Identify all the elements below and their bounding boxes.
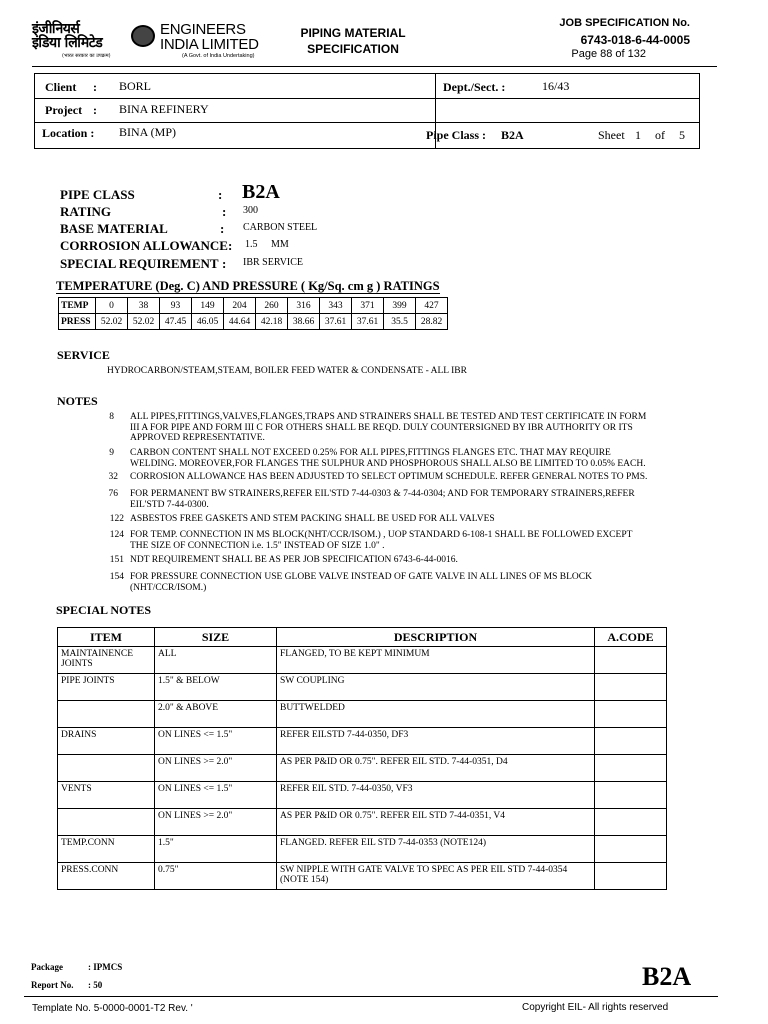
cell-description: AS PER P&ID OR 0.75". REFER EIL STD 7-44-0351, V4 <box>277 809 595 836</box>
note-text <box>130 572 690 593</box>
cell-size: ON LINES <= 1.5" <box>155 728 277 755</box>
table-row <box>58 782 667 809</box>
cell-description: AS PER P&ID OR 0.75". REFER EIL STD. 7-44-0351, D4 <box>277 755 595 782</box>
cell-acode <box>595 701 667 728</box>
note-number: 32 <box>108 472 118 482</box>
sheet-label: Sheet <box>598 128 625 142</box>
pressure-cell: 52.02 <box>128 314 160 330</box>
table-header-row <box>58 628 667 647</box>
project-label: Project <box>45 103 83 117</box>
temp-cell: 260 <box>256 298 288 314</box>
job-spec-number: 6743-018-6-44-0005 <box>580 33 690 47</box>
cell-description: FLANGED. REFER EIL STD 7-44-0353 (NOTE124) <box>277 836 595 863</box>
cell-acode <box>595 809 667 836</box>
corrosion-unit: MM <box>271 239 289 250</box>
corrosion-colon: : <box>228 238 233 253</box>
cell-size: ON LINES >= 2.0" <box>155 809 277 836</box>
rating-colon: : <box>222 204 227 219</box>
cell-description: REFER EIL STD. 7-44-0350, VF3 <box>277 782 595 809</box>
logo-subtitle-hindi: (भारत सरकार का उपक्रम) <box>62 53 111 59</box>
dept-value: 16/43 <box>542 79 570 93</box>
note-line: FOR TEMP. CONNECTION IN MS BLOCK(NHT/CCR/ISOM.) , UOP STANDARD 6-108-1 SHALL BE FOLLOWED EXCEPT <box>130 530 633 540</box>
note-line: FOR PRESSURE CONNECTION USE GLOBE VALVE INSTEAD OF GATE VALVE IN ALL LINES OF MS BLOCK <box>130 572 592 582</box>
cell-item <box>58 701 155 728</box>
col-header-acode: A.CODE <box>595 628 667 647</box>
temp-cell: 371 <box>352 298 384 314</box>
temp-cell: 427 <box>416 298 448 314</box>
table-row <box>58 755 667 782</box>
template-number: Template No. 5-0000-0001-T2 Rev. ' <box>32 1003 193 1014</box>
copyright: Copyright EIL- All rights reserved <box>522 1002 669 1013</box>
cell-item: DRAINS <box>58 728 155 755</box>
cell-description: SW NIPPLE WITH GATE VALVE TO SPEC AS PER EIL STD 7-44-0354 (NOTE 154) <box>277 863 595 890</box>
cell-acode <box>595 728 667 755</box>
note-line: ALL PIPES,FITTINGS,VALVES,FLANGES,TRAPS AND STRAINERS SHALL BE TESTED AND TEST CERTIFICATE IN FORM <box>130 412 647 422</box>
footer-divider <box>24 996 718 997</box>
client-label: Client <box>45 80 77 94</box>
sheet-total: 5 <box>679 128 685 142</box>
table-row <box>58 836 667 863</box>
cell-size: 0.75" <box>155 863 277 890</box>
location-value: BINA (MP) <box>119 125 177 139</box>
eil-logo-icon <box>131 25 155 47</box>
special-notes-heading: SPECIAL NOTES <box>56 603 152 617</box>
cell-item: TEMP.CONN <box>58 836 155 863</box>
cell-acode <box>595 674 667 701</box>
special-notes-table <box>57 627 667 890</box>
special-req-label: SPECIAL REQUIREMENT <box>60 256 219 271</box>
note-line: THE SIZE OF CONNECTION i.e. 1.5" INSTEAD OF SIZE 1.0" . <box>130 540 385 551</box>
rating-label: RATING <box>60 204 112 219</box>
table-row <box>58 701 667 728</box>
logo-hindi-line2: इंडिया लिमिटेड <box>32 35 103 51</box>
note-number: 76 <box>108 489 118 499</box>
document-title <box>283 25 423 57</box>
cell-item: VENTS <box>58 782 155 809</box>
note-text <box>130 412 690 444</box>
note-text <box>130 489 690 510</box>
note-number: 8 <box>109 412 114 422</box>
logo-english-text <box>160 22 259 52</box>
note-text: ASBESTOS FREE GASKETS AND STEM PACKING SHALL BE USED FOR ALL VALVES <box>130 514 495 524</box>
table-row <box>58 863 667 890</box>
note-number: 9 <box>109 448 114 458</box>
note-line: III A FOR PIPE AND FORM III C FOR OTHERS SHALL BE REQD. DULY COUNTERSIGNED BY IBR AUTHORITY OR ITS <box>130 422 633 433</box>
cell-size: ON LINES >= 2.0" <box>155 755 277 782</box>
cell-item <box>58 755 155 782</box>
cell-size: 2.0" & ABOVE <box>155 701 277 728</box>
temp-pressure-table <box>58 297 448 330</box>
service-text: HYDROCARBON/STEAM,STEAM, BOILER FEED WATER & CONDENSATE - ALL IBR <box>107 366 467 376</box>
rating-value: 300 <box>243 205 258 216</box>
temp-cell: 93 <box>160 298 192 314</box>
note-line: WELDING. MOREOVER,FOR FLANGES THE SULPHUR AND PHOSPHOROUS SHALL ALSO BE LIMITED TO 0.05% EACH. <box>130 458 646 469</box>
pressure-cell: 37.61 <box>352 314 384 330</box>
cell-acode <box>595 647 667 674</box>
pressure-cell: 47.45 <box>160 314 192 330</box>
report-label: Report No. <box>31 980 74 990</box>
job-spec-label: JOB SPECIFICATION No. <box>559 17 690 29</box>
note-number: 124 <box>109 530 124 540</box>
note-text: NDT REQUIREMENT SHALL BE AS PER JOB SPECIFICATION 6743-6-44-0016. <box>130 555 458 565</box>
page-info: Page 88 of 132 <box>571 48 646 60</box>
package-label: Package <box>31 962 63 972</box>
corrosion-value: 1.5 <box>245 239 258 250</box>
temp-cell: 0 <box>96 298 128 314</box>
pressure-cell: 37.61 <box>320 314 352 330</box>
col-header-size: SIZE <box>155 628 277 647</box>
cell-size: 1.5" <box>155 836 277 863</box>
service-heading: SERVICE <box>57 348 110 362</box>
pressure-cell: 28.82 <box>416 314 448 330</box>
header-divider <box>32 66 717 67</box>
pressure-cell: 52.02 <box>96 314 128 330</box>
cell-acode <box>595 782 667 809</box>
cell-size: ALL <box>155 647 277 674</box>
cell-item: MAINTAINENCE JOINTS <box>58 647 155 674</box>
project-colon: : <box>93 103 97 117</box>
dept-label: Dept./Sect. : <box>443 80 506 94</box>
pressure-cell: 42.18 <box>256 314 288 330</box>
cell-item <box>58 809 155 836</box>
project-value: BINA REFINERY <box>119 102 209 116</box>
temp-cell: 204 <box>224 298 256 314</box>
note-number: 154 <box>109 572 124 582</box>
note-text: CORROSION ALLOWANCE HAS BEEN ADJUSTED TO SELECT OPTIMUM SCHEDULE. REFER GENERAL NOTES TO PMS. <box>130 472 648 482</box>
pressure-cell: 44.64 <box>224 314 256 330</box>
title-line1: PIPING MATERIAL <box>300 26 406 40</box>
special-req-value: IBR SERVICE <box>243 257 304 268</box>
pipe-class-colon: : <box>218 187 223 202</box>
note-line: FOR PERMANENT BW STRAINERS,REFER EIL'STD 7-44-0303 & 7-44-0304; AND FOR TEMPORARY STRAINERS,REFER <box>130 489 635 499</box>
cell-description: BUTTWELDED <box>277 701 595 728</box>
temp-cell: 149 <box>192 298 224 314</box>
pipe-class-value: B2A <box>501 128 524 142</box>
sheet-number: 1 <box>635 128 641 142</box>
col-header-description: DESCRIPTION <box>277 628 595 647</box>
pipe-class-big-value: B2A <box>242 181 280 203</box>
temp-cell: 316 <box>288 298 320 314</box>
table-row <box>58 647 667 674</box>
client-colon: : <box>93 80 97 94</box>
report-value: : 50 <box>88 980 103 990</box>
client-value: BORL <box>119 79 152 93</box>
pressure-row-label: PRESS <box>59 314 96 330</box>
col-header-item: ITEM <box>58 628 155 647</box>
pressure-cell: 35.5 <box>384 314 416 330</box>
material-value: CARBON STEEL <box>243 222 318 233</box>
cell-item: PRESS.CONN <box>58 863 155 890</box>
cell-acode <box>595 863 667 890</box>
footer-pipe-class: B2A <box>642 962 692 991</box>
cell-acode <box>595 755 667 782</box>
notes-heading: NOTES <box>57 394 98 408</box>
temp-row-label: TEMP <box>59 298 96 314</box>
title-line2: SPECIFICATION <box>307 42 399 56</box>
cell-description: FLANGED, TO BE KEPT MINIMUM <box>277 647 595 674</box>
cell-size: ON LINES <= 1.5" <box>155 782 277 809</box>
temp-cell: 38 <box>128 298 160 314</box>
project-info-box <box>34 73 700 149</box>
table-row <box>58 674 667 701</box>
note-line: CARBON CONTENT SHALL NOT EXCEED 0.25% FOR ALL PIPES,FITTINGS FLANGES ETC. THAT MAY REQUIRE <box>130 448 611 458</box>
note-line: EIL'STD 7-44-0300. <box>130 499 209 510</box>
pressure-row <box>59 314 448 330</box>
temp-row <box>59 298 448 314</box>
sheet-of: of <box>655 128 665 142</box>
temp-pressure-title: TEMPERATURE (Deg. C) AND PRESSURE ( Kg/Sq. cm g ) RATINGS <box>56 279 440 293</box>
package-value: : IPMCS <box>88 962 123 972</box>
location-label: Location : <box>42 126 95 140</box>
material-colon: : <box>220 221 225 236</box>
pressure-cell: 38.66 <box>288 314 320 330</box>
corrosion-label: CORROSION ALLOWANCE <box>60 238 228 253</box>
note-number: 151 <box>109 555 124 565</box>
cell-description: SW COUPLING <box>277 674 595 701</box>
logo-en-line2: INDIA LIMITED <box>160 36 259 53</box>
special-req-colon: : <box>222 256 227 271</box>
temp-cell: 399 <box>384 298 416 314</box>
pressure-cell: 46.05 <box>192 314 224 330</box>
temp-cell: 343 <box>320 298 352 314</box>
note-text <box>130 448 690 469</box>
material-label: BASE MATERIAL <box>60 221 168 236</box>
note-number: 122 <box>109 514 124 524</box>
cell-size: 1.5" & BELOW <box>155 674 277 701</box>
table-row <box>58 728 667 755</box>
cell-acode <box>595 836 667 863</box>
logo-subtitle: (A Govt. of India Undertaking) <box>182 53 255 59</box>
note-line: (NHT/CCR/ISOM.) <box>130 582 207 593</box>
note-line: APPROVED REPRESENTATIVE. <box>130 433 265 443</box>
logo-hindi-text <box>32 22 102 50</box>
logo-hindi-line1: इंजीनियर्स <box>32 21 80 37</box>
pipe-class-label: Pipe Class : <box>426 128 486 142</box>
cell-item: PIPE JOINTS <box>58 674 155 701</box>
logo-en-line1: ENGINEERS <box>160 21 246 38</box>
note-text <box>130 530 690 551</box>
table-row <box>58 809 667 836</box>
pipe-class-row-label: PIPE CLASS <box>60 187 135 202</box>
cell-description: REFER EILSTD 7-44-0350, DF3 <box>277 728 595 755</box>
